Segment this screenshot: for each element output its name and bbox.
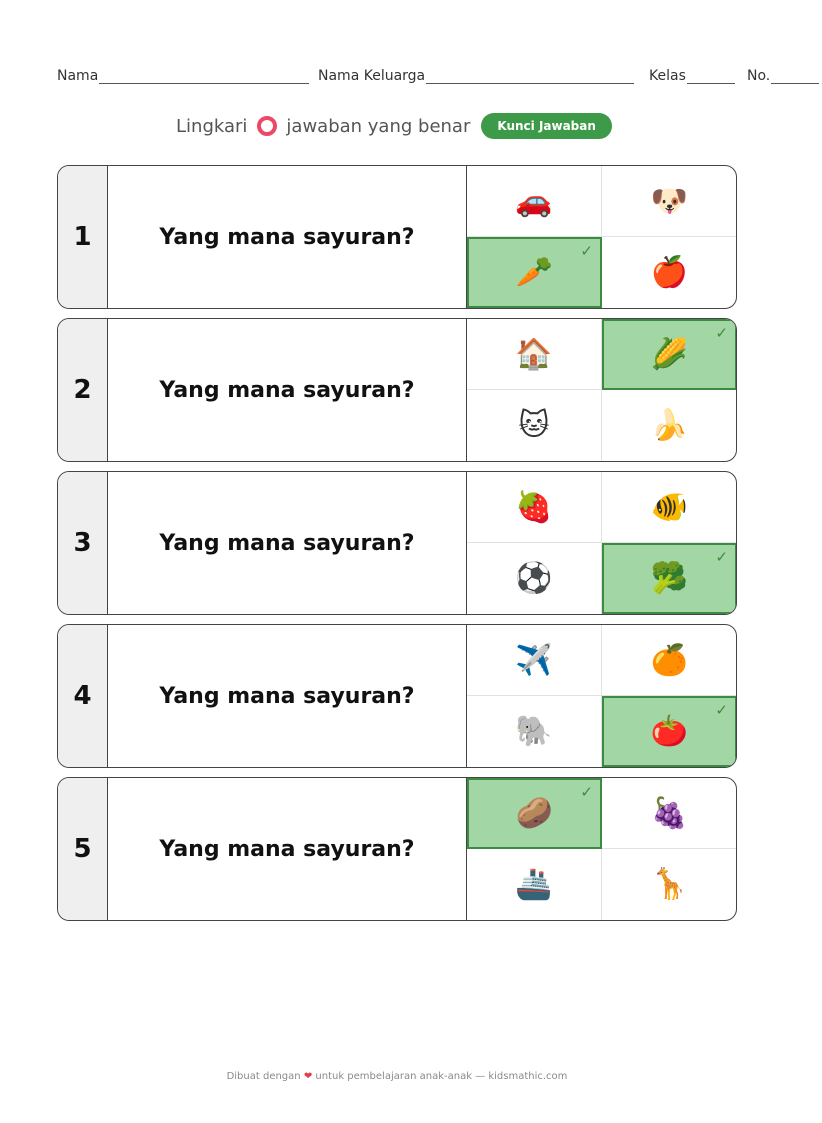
heart-icon: ❤ — [303, 1071, 313, 1082]
answer-option[interactable] — [467, 849, 602, 920]
answer-option[interactable] — [602, 778, 737, 849]
number-label: No. — [747, 68, 771, 84]
house-icon: 🏠 — [515, 336, 553, 372]
question-text: Yang mana sayuran? — [159, 683, 415, 709]
name-line — [99, 69, 309, 84]
question-card — [57, 318, 737, 462]
answer-option-correct[interactable] — [467, 778, 602, 849]
name-field[interactable] — [57, 68, 309, 84]
answer-grid — [466, 625, 737, 767]
answer-option[interactable] — [467, 319, 602, 390]
family-name-field[interactable] — [318, 68, 634, 84]
question-card — [57, 624, 737, 768]
circle-icon — [257, 116, 277, 136]
instruction-text-after: jawaban yang benar — [286, 115, 471, 137]
tomato-icon: 🍅 — [650, 714, 689, 749]
footer-text-before: Dibuat dengan — [226, 1071, 301, 1082]
question-text: Yang mana sayuran? — [159, 836, 415, 862]
question-text: Yang mana sayuran? — [159, 224, 415, 250]
question-number: 2 — [58, 319, 108, 461]
elephant-icon: 🐘 — [515, 714, 553, 749]
question-number: 3 — [58, 472, 108, 614]
class-line — [687, 69, 735, 84]
checkmark-icon: ✓ — [715, 548, 728, 566]
family-name-label: Nama Keluarga — [318, 68, 426, 84]
answer-option[interactable] — [467, 472, 602, 543]
question-card — [57, 165, 737, 309]
fish-icon: 🐠 — [650, 489, 689, 525]
strawberry-icon: 🍓 — [515, 489, 553, 525]
question-number: 5 — [58, 778, 108, 920]
question-text: Yang mana sayuran? — [159, 530, 415, 556]
answer-grid — [466, 319, 737, 461]
soccer-ball-icon: ⚽ — [515, 561, 553, 596]
answer-option[interactable] — [467, 390, 602, 461]
corn-icon: 🌽 — [650, 337, 689, 372]
airplane-icon: ✈️ — [515, 642, 553, 678]
name-label: Nama — [57, 68, 99, 84]
answer-grid — [466, 778, 737, 920]
checkmark-icon: ✓ — [715, 701, 728, 719]
family-name-line — [426, 69, 634, 84]
answer-option-correct[interactable] — [602, 543, 737, 614]
apple-icon: 🍎 — [650, 255, 689, 290]
checkmark-icon: ✓ — [580, 783, 593, 801]
answer-option[interactable] — [602, 472, 737, 543]
answer-option[interactable] — [467, 543, 602, 614]
footer — [0, 1071, 794, 1082]
grapes-icon: 🍇 — [650, 795, 689, 831]
cat-icon: 🐱 — [518, 408, 550, 443]
question-number: 1 — [58, 166, 108, 308]
number-field[interactable] — [747, 68, 819, 84]
answer-grid — [466, 472, 737, 614]
answer-option-correct[interactable] — [602, 696, 737, 767]
car-icon: 🚗 — [515, 183, 553, 219]
answer-key-badge: Kunci Jawaban — [481, 113, 612, 139]
answer-option[interactable] — [602, 166, 737, 237]
answer-option[interactable] — [602, 390, 737, 461]
answer-option[interactable] — [467, 166, 602, 237]
potato-icon: 🥔 — [515, 796, 554, 831]
ship-icon: 🚢 — [515, 867, 553, 902]
answer-option-correct[interactable] — [467, 237, 602, 308]
answer-option[interactable] — [602, 237, 737, 308]
question-number: 4 — [58, 625, 108, 767]
instruction-text-before: Lingkari — [176, 115, 248, 137]
checkmark-icon: ✓ — [715, 324, 728, 342]
number-line — [771, 69, 819, 84]
class-field[interactable] — [649, 68, 735, 84]
question-card — [57, 777, 737, 921]
orange-icon: 🍊 — [650, 642, 689, 678]
question-text: Yang mana sayuran? — [159, 377, 415, 403]
answer-option-correct[interactable] — [602, 319, 737, 390]
answer-option[interactable] — [467, 696, 602, 767]
instruction — [176, 112, 612, 140]
footer-text-after: untuk pembelajaran anak-anak — kidsmathic.com — [315, 1071, 568, 1082]
dog-icon: 🐶 — [650, 183, 689, 219]
question-card — [57, 471, 737, 615]
answer-grid — [466, 166, 737, 308]
broccoli-icon: 🥦 — [650, 561, 689, 596]
giraffe-icon: 🦒 — [650, 867, 689, 902]
student-info-header — [57, 68, 822, 88]
class-label: Kelas — [649, 68, 686, 84]
answer-option[interactable] — [467, 625, 602, 696]
checkmark-icon: ✓ — [580, 242, 593, 260]
carrot-icon: 🥕 — [515, 255, 554, 290]
answer-option[interactable] — [602, 625, 737, 696]
banana-icon: 🍌 — [650, 408, 689, 443]
answer-option[interactable] — [602, 849, 737, 920]
